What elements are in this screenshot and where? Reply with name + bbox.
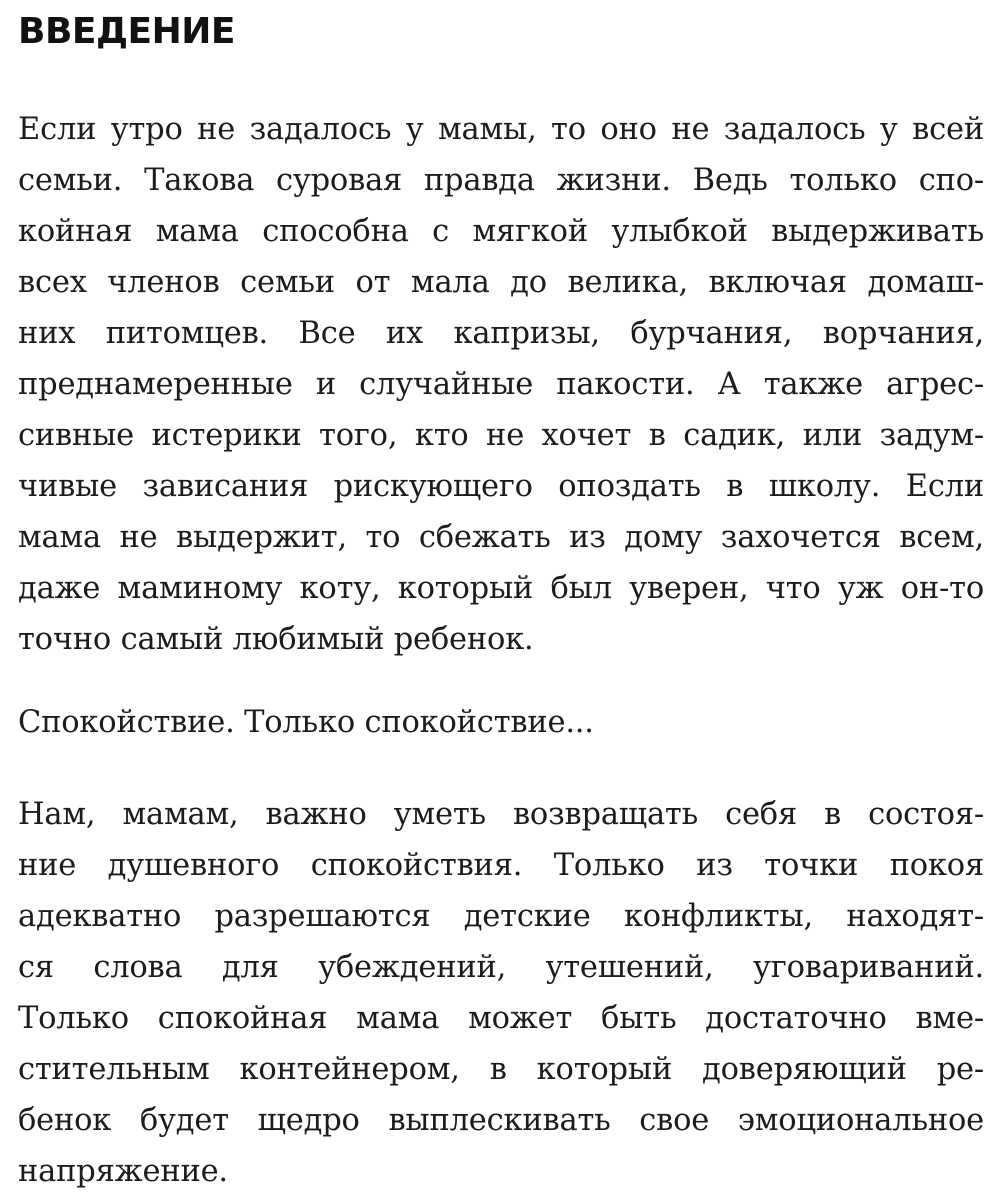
paragraph-mothers [18, 789, 984, 1197]
text-line: напряжение. [18, 1154, 228, 1189]
text-line: Если утро не задалось у мамы, то оно не задалось у всей [18, 112, 984, 147]
text-line: бенок будет щедро выплескивать свое эмоциональное [18, 1103, 984, 1138]
text-line: Только спокойная мама может быть достаточно вме- [18, 1001, 984, 1036]
paragraph-calm [18, 697, 984, 748]
paragraph-intro [18, 104, 984, 665]
text-line: них питомцев. Все их капризы, бурчания, ворчания, [18, 316, 984, 351]
text-line: адекватно разрешаются детские конфликты, находят- [18, 899, 984, 934]
text-line: Нам, мамам, важно уметь возвращать себя в состоя- [18, 797, 984, 832]
text-line: точно самый любимый ребенок. [18, 622, 534, 657]
text-line: даже маминому коту, который был уверен, что уж он-то [18, 571, 984, 606]
text-line: семьи. Такова суровая правда жизни. Ведь только спо- [18, 163, 984, 198]
chapter-heading: ВВЕДЕНИЕ [18, 11, 235, 52]
text-line: мама не выдержит, то сбежать из дому захочется всем, [18, 520, 984, 555]
text-line: Спокойствие. Только спокойствие... [18, 705, 594, 740]
text-line: койная мама способна с мягкой улыбкой выдерживать [18, 214, 984, 249]
text-line: чивые зависания рискующего опоздать в школу. Если [18, 469, 984, 504]
text-line: ние душевного спокойствия. Только из точки покоя [18, 848, 984, 883]
text-line: стительным контейнером, в который доверяющий ре- [18, 1052, 984, 1087]
text-line: сивные истерики того, кто не хочет в садик, или задум- [18, 418, 984, 453]
text-line: ся слова для убеждений, утешений, уговариваний. [18, 950, 984, 985]
text-line: преднамеренные и случайные пакости. А также агрес- [18, 367, 984, 402]
text-line: всех членов семьи от мала до велика, включая домаш- [18, 265, 984, 300]
